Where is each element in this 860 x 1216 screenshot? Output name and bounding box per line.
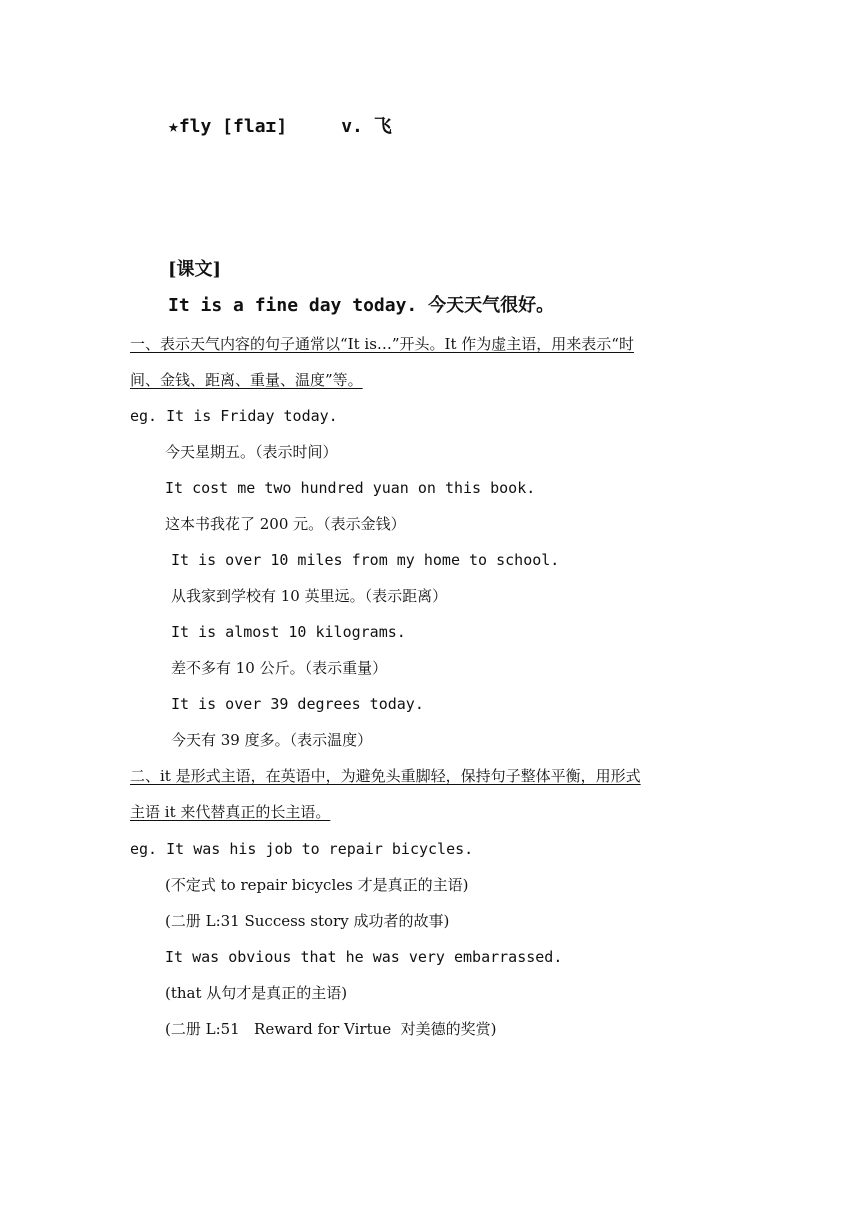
point1-example-2: 今天星期五。（表示时间） [165, 443, 338, 461]
point1-heading-line1: 一、表示天气内容的句子通常以“It is…”开头。It 作为虚主语，用来表示“时 [130, 335, 634, 353]
point1-example-5: It is over 10 miles from my home to school. [171, 551, 560, 569]
point1-example-1: eg. It is Friday today. [130, 407, 338, 425]
point1-example-6: 从我家到学校有 10 英里远。（表示距离） [171, 587, 448, 605]
point1-example-3: It cost me two hundred yuan on this book. [165, 479, 536, 497]
point2-example-5: (that 从句才是真正的主语) [165, 984, 348, 1002]
point2-example-3: (二册 L:31 Success story 成功者的故事) [165, 912, 450, 930]
point1-example-10: 今天有 39 度多。（表示温度） [171, 731, 373, 749]
point1-example-7: It is almost 10 kilograms. [171, 623, 406, 641]
point2-heading-line2: 主语 it 来代替真正的长主语。 [130, 803, 331, 821]
point1-heading-line2: 间、金钱、距离、重量、温度”等。 [130, 371, 363, 389]
point2-example-4: It was obvious that he was very embarrassed. [165, 948, 563, 966]
point1-example-9: It is over 39 degrees today. [171, 695, 424, 713]
vocab-part-of-speech: v. 飞 [341, 116, 392, 137]
vocab-entry [168, 115, 392, 139]
point2-example-2: (不定式 to repair bicycles 才是真正的主语) [165, 876, 469, 894]
point1-example-8: 差不多有 10 公斤。（表示重量） [171, 659, 388, 677]
text-section-sentence: It is a fine day today. 今天天气很好。 [168, 295, 555, 316]
point2-example-6: (二册 L:51 Reward for Virtue 对美德的奖赏) [165, 1020, 497, 1038]
text-section-heading: [课文] [168, 259, 222, 280]
vocab-word: ★fly [flaɪ] [168, 116, 288, 137]
point1-example-4: 这本书我花了 200 元。（表示金钱） [165, 515, 406, 533]
point2-heading-line1: 二、it 是形式主语，在英语中，为避免头重脚轻，保持句子整体平衡，用形式 [130, 767, 641, 785]
point2-example-1: eg. It was his job to repair bicycles. [130, 840, 474, 858]
